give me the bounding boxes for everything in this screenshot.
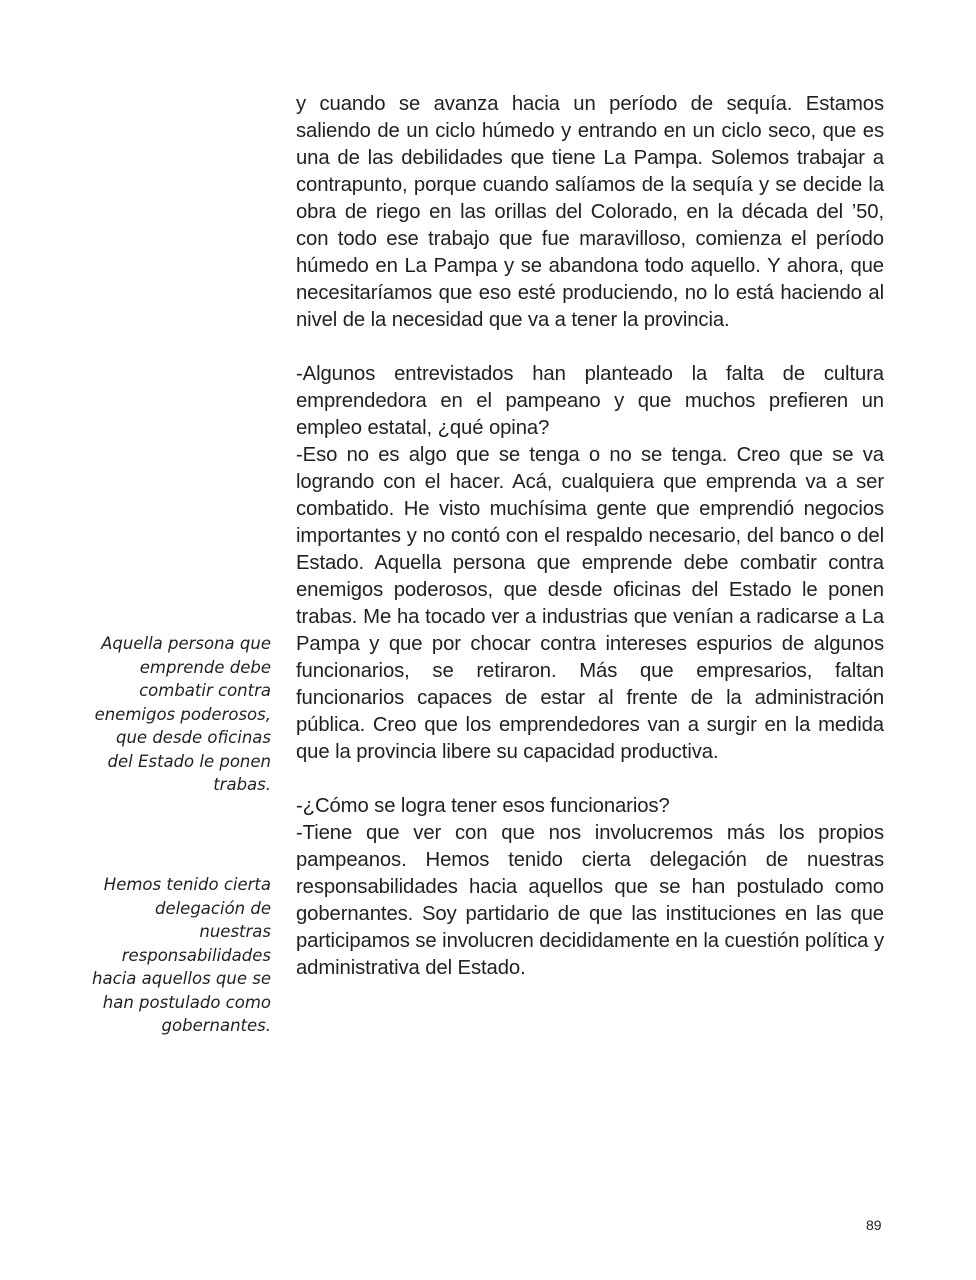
interview-answer-officials: -Tiene que ver con que nos involucremos más los propios pampeanos. Hemos tenido cierta delegación de nuestras responsabilidades hacia aquellos que se han postulado como gobernantes. Soy partidario de que las instituciones en las que participamos se involucren decididamente en la cuestión política y administrativa del Estado. (296, 822, 884, 979)
interview-answer-entrepreneurship: -Eso no es algo que se tenga o no se tenga. Creo que se va logrando con el hacer. Acá, cualquiera que emprenda va a ser combatido. He visto muchísima gente que emprendió negocios importantes y no contó con el respaldo necesario, del banco o del Estado. Aquella persona que emprende debe combatir contra enemigos poderosos, que desde oficinas del Estado le ponen trabas. Me ha tocado ver a industrias que venían a radicarse a La Pampa y que por chocar contra intereses espurios de algunos funcionarios, se retiraron. Más que empresarios, faltan funcionarios capaces de estar al frente de la administración pública. Creo que los emprendedores van a surgir en la medida que la provincia libere su capacidad productiva. (296, 444, 884, 763)
interview-question-entrepreneurship: -Algunos entrevistados han planteado la falta de cultura emprendedora en el pampeano y que muchos prefieren un empleo estatal, ¿qué opina? (296, 363, 884, 439)
paragraph-drought: y cuando se avanza hacia un período de sequía. Estamos saliendo de un ciclo húmedo y entrando en un ciclo seco, que es una de las debilidades que tiene La Pampa. Solemos trabajar a contrapunto, porque cuando salíamos de la sequía y se decide la obra de riego en las orillas del Colorado, en la década del ’50, con todo ese trabajo que fue maravilloso, comienza el período húmedo en La Pampa y se abandona todo aquello. Y ahora, que necesitaríamos que eso esté produciendo, no lo está haciendo al nivel de la necesidad que va a tener la provincia. (296, 93, 884, 331)
paragraph-spacer (296, 766, 884, 793)
pull-quote-delegation: Hemos tenido cierta delegación de nuestras responsabilidades hacia aquellos que se han postulado como gobernantes. (92, 875, 271, 1035)
interview-question-officials: -¿Cómo se logra tener esos funcionarios? (296, 795, 670, 817)
pull-quote-enemies: Aquella persona que emprende debe combatir contra enemigos poderosos, que desde oficinas del Estado le ponen trabas. (94, 634, 271, 794)
main-text-column (296, 91, 884, 982)
paragraph-spacer (296, 334, 884, 361)
page-number: 89 (866, 1217, 882, 1233)
